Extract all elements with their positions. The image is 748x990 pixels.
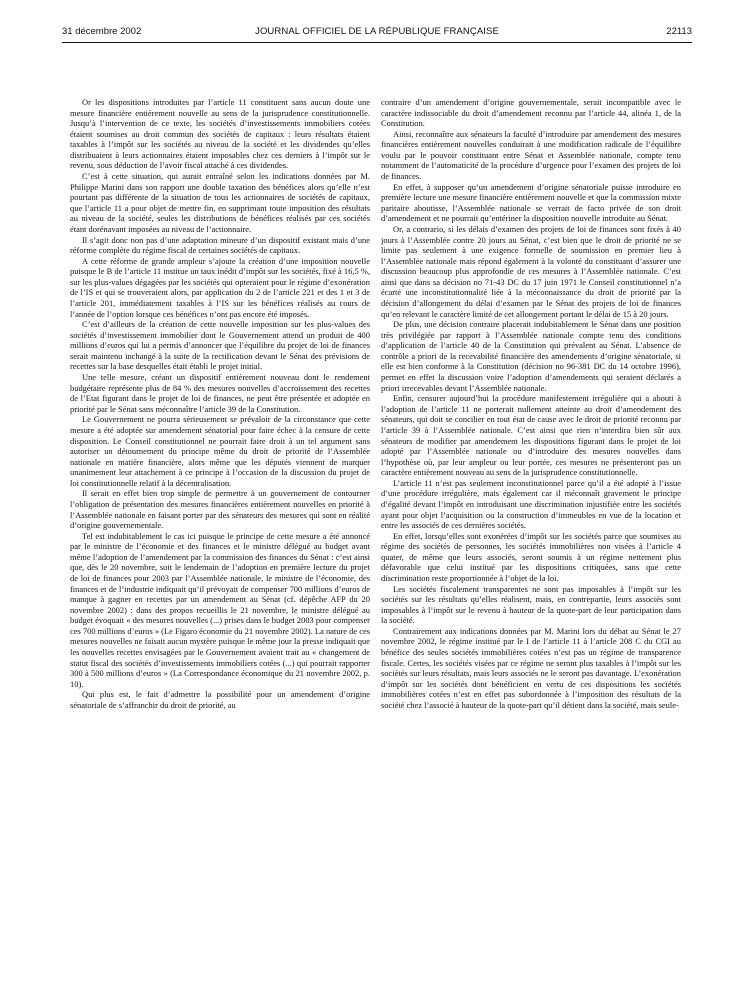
paragraph: Le Gouvernement ne pourra sérieusement se prévaloir de la circonstance que cette mesure a été adoptée sur amendement sénatorial pour faire échec à la censure de cette disposition. Le Conseil constitutionnel ne pourrait faire droit à un tel argument sans autoriser un détournement du principe même du droit de priorité de l’Assemblée nationale en matière financière, alors même que les députés viennent de marquer unanimement leur attachement à ce principe à l’occasion de la discussion du projet de loi constitutionnelle relatif à la décentralisation. — [70, 414, 370, 488]
paragraph: Il serait en effet bien trop simple de permettre à un gouvernement de contourner l’obligation de présentation des mesures financières entièrement nouvelles en priorité à l’Assemblée nationale en faisant porter par des sénateurs des mesures qui sont en réalité d’origine gouvernementale. — [70, 488, 370, 531]
paragraph: De plus, une décision contraire placerait indubitablement le Sénat dans une position très privilégiée par rapport à l’Assemblée nationale compte tenu des conditions d’application de l’article 40 de la Constitution qui prévalent au Sénat. L’absence de contrôle a priori de la recevabilité financière des amendements d’origine sénatoriale, si elle est bien conforme à la Constitution (décision no 96-381 DC du 14 octobre 1996), permet en effet la discussion voire l’adoption d’amendements qui seraient déclarés a priori irrecevables devant l’Assemblée nationale. — [381, 319, 681, 393]
right-column — [381, 97, 681, 987]
paragraph: Une telle mesure, créant un dispositif entièrement nouveau dont le rendement budgétaire représente plus de 84 % des mesures nouvelles d’accroissement des recettes de l’Etat figurant dans le projet de loi de finances, ne peut être présentée et adoptée en priorité par le Sénat sans méconnaître l’article 39 de la Constitution. — [70, 372, 370, 414]
paragraph: Or, a contrario, si les délais d’examen des projets de loi de finances sont fixés à 40 jours à l’Assemblée contre 20 jours au Sénat, c’est bien que le droit de priorité ne se limite pas seulement à une exigence formelle de soumission en premier lieu à l’Assemblée nationale mais répond également à la volonté du constituant d’assurer une discussion beaucoup plus approfondie de ces mesures à l’Assemblée nationale. C’est ainsi que dans sa décision no 71-43 DC du 17 juin 1971 le Conseil constitutionnel n’a écarté une inconstitutionnalité liée à la méconnaissance du droit de priorité par la décision d’allongement du délai d’examen par le Sénat des projets de loi de finances qu’en relevant le caractère limité de cet allongement portant le délai de 15 à 20 jours. — [381, 223, 681, 319]
paragraph: Or les dispositions introduites par l’article 11 constituent sans aucun doute une mesure financière entièrement nouvelle au sens de la jurisprudence constitutionnelle. Jusqu’à l’intervention de ce texte, les sociétés d’investissements immobiliers cotées étaient soumises au droit commun des sociétés de capitaux : leurs résultats étaient taxables à l’impôt sur les sociétés au niveau de la société et les dividendes qu’elles distribuaient à leurs actionnaires étaient imposables chez ces derniers à l’impôt sur le revenu, sous déduction de l’avoir fiscal attaché à ces dividendes. — [70, 97, 370, 171]
paragraph: Enfin, censurer aujourd’hui la procédure manifestement irrégulière qui a abouti à l’adoption de l’article 11 ne porterait nullement atteinte au droit d’amendement des sénateurs, qui doit se concilier en tout état de cause avec le droit de priorité reconnu par l’article 39 à l’Assemblée nationale. C’est ainsi que rien n’interdira bien sûr aux sénateurs de modifier par amendement les dispositions figurant dans le projet de loi adopté par l’Assemblée nationale ou d’introduire des mesures nouvelles dans l’hypothèse où, par leur ampleur ou leur portée, ces mesures ne présenteront pas un caractère entièrement nouveau au sens de la jurisprudence constitutionnelle. — [381, 393, 681, 478]
paragraph: Les sociétés fiscalement transparentes ne sont pas imposables à l’impôt sur les sociétés sur les résultats qu’elles réalisent, mais, en contrepartie, leurs associés sont imposables à l’impôt sur le revenu à hauteur de la quote-part de leur participation dans la société. — [381, 583, 681, 626]
paragraph: Tel est indubitablement le cas ici puisque le principe de cette mesure a été annoncé par le ministre de l’économie et des finances et le ministre délégué au budget avant même l’adoption de l’amendement par la commission des finances du Sénat : c’est ainsi que, dès le 20 novembre, soit le lendemain de l’adoption en première lecture du projet de loi de finances pour 2003 par l’Assemblée nationale, le ministre de l’économie, des finances et de l’industrie indiquait qu’il prévoyait de compenser 700 millions d’euros de manque à gagner en recettes par un amendement au Sénat (cf. dépêche AFP du 20 novembre 2002) : dans des propos recueillis le 21 novembre, le ministre délégué au budget évoquait « des mesures nouvelles (...) prises dans le budget 2003 pour compenser ces 700 millions d’euros » (Le Figaro économie du 21 novembre 2002). La nature de ces mesures nouvelles ne faisait aucun mystère puisque le même jour la presse indiquait que les nouvelles recettes envisagées par le Gouvernement avaient trait au « changement de statut fiscal des sociétés d’investissements immobiliers cotées (...) qui pourrait rapporter 300 à 500 millions d’euros » (La Correspondance économique du 21 novembre 2002, p. 10). — [70, 530, 370, 689]
paragraph: Ainsi, reconnaître aux sénateurs la faculté d’introduire par amendement des mesures financières entièrement nouvelles conduirait à une modification radicale de l’équilibre voulu par le pouvoir constituant entre Sénat et Assemblée nationale, compte tenu notamment de l’automaticité de la procédure d’urgence pour l’examen des projets de loi de finances. — [381, 128, 681, 182]
header-date: 31 décembre 2002 — [62, 26, 142, 37]
header-rule — [62, 42, 692, 43]
left-column — [70, 97, 370, 987]
paragraph: En effet, à supposer qu’un amendement d’origine sénatoriale puisse introduire en première lecture une mesure financière entièrement nouvelle et que la commission mixte paritaire aboutisse, l’Assemblée nationale se verrait de facto privée de son droit d’amendement et ne pourrait qu’entériner la disposition nouvelle introduite au Sénat. — [381, 181, 681, 224]
paragraph: En effet, lorsqu’elles sont exonérées d’impôt sur les sociétés parce que soumises au régime des sociétés de personnes, les sociétés immobilières non visées à l’article 4 quater, de même que leurs associés, seront soumis à un régime nettement plus défavorable que celui institué par les dispositions critiquées, sans que cette discrimination reste proportionnée à l’objet de la loi. — [381, 530, 681, 584]
header-journal-title: JOURNAL OFFICIEL DE LA RÉPUBLIQUE FRANÇAISE — [255, 26, 499, 37]
paragraph: Qui plus est, le fait d’admettre la possibilité pour un amendement d’origine sénatoriale de s’affranchir du droit de priorité, au — [70, 689, 370, 710]
paragraph: C’est à cette situation, qui aurait entraîné selon les indications données par M. Philippe Marini dans son rapport une double taxation des bénéfices alors qu’elle n’est pourtant pas différente de la situation de tous les actionnaires de sociétés de capitaux, que l’article 11 a pour objet de mettre fin, en supprimant toute imposition des résultats au niveau de la société, seules les distributions de bénéfices réalisés par ces sociétés étant dorénavant imposées au niveau de l’actionnaire. — [70, 171, 370, 234]
page-header — [62, 25, 692, 39]
header-page-number: 22113 — [666, 26, 692, 37]
paragraph: Il s’agit donc non pas d’une adaptation mineure d’un dispositif existant mais d’une réforme complète du régime fiscal de certaines sociétés de capitaux. — [70, 234, 370, 256]
paragraph: C’est d’ailleurs de la création de cette nouvelle imposition sur les plus-values des sociétés d’investissement immobilier dont le Gouvernement attend un produit de 400 millions d’euros qui lui a permis d’annoncer que l’équilibre du projet de loi de finances serait maintenu inchangé à la suite de la rectification devant le Sénat des prévisions de recettes sur la base desquelles était établi le projet initial. — [70, 319, 370, 372]
paragraph: L’article 11 n’est pas seulement inconstitutionnel parce qu’il a été adopté à l’issue d’une procédure irrégulière, mais également car il méconnaît gravement le principe d’égalité devant l’impôt en introduisant une discrimination injustifiée entre les sociétés ayant pour objet l’acquisition ou la construction d’immeubles en vue de la location et entre les associés de ces dernières sociétés. — [381, 477, 681, 531]
paragraph: A cette réforme de grande ampleur s’ajoute la création d’une imposition nouvelle puisque le B de l’article 11 institue un taux inédit d’impôt sur les sociétés, fixé à 16,5 %, sur les plus-values dégagées par les sociétés qui opteraient pour le régime d’exonération de l’IS et qui se trouveraient alors, par application du 2 de l’article 221 et des 1 et 3 de l’article 201, immédiatement taxables à l’IS sur les bénéfices réalisés au cours de l’année de l’option lorsque ces bénéfices n’ont pas encore été imposés. — [70, 255, 370, 319]
paragraph: Contrairement aux indications données par M. Marini lors du débat au Sénat le 27 novembre 2002, le régime institué par le I de l’article 11 à l’article 208 C du CGI au bénéfice des seules sociétés immobilières cotées n’est pas un régime de transparence fiscale. Certes, les sociétés visées par ce régime ne seront plus taxables à l’impôt sur les sociétés sur leurs résultats, mais leurs associés ne le seront pas davantage. L’exonération d’impôt sur les sociétés dont bénéficient en vertu de ces dispositions les sociétés immobilières cotées n’est en effet pas subordonnée à l’imposition des résultats de la société chez l’associé à hauteur de la quote-part qu’il détient dans la société, mais seule- — [381, 625, 681, 710]
paragraph-continued: contraire d’un amendement d’origine gouvernementale, serait incompatible avec le caractère indissociable du droit d’amendement reconnu par l’article 44, alinéa 1, de la Constitution. — [381, 97, 681, 129]
